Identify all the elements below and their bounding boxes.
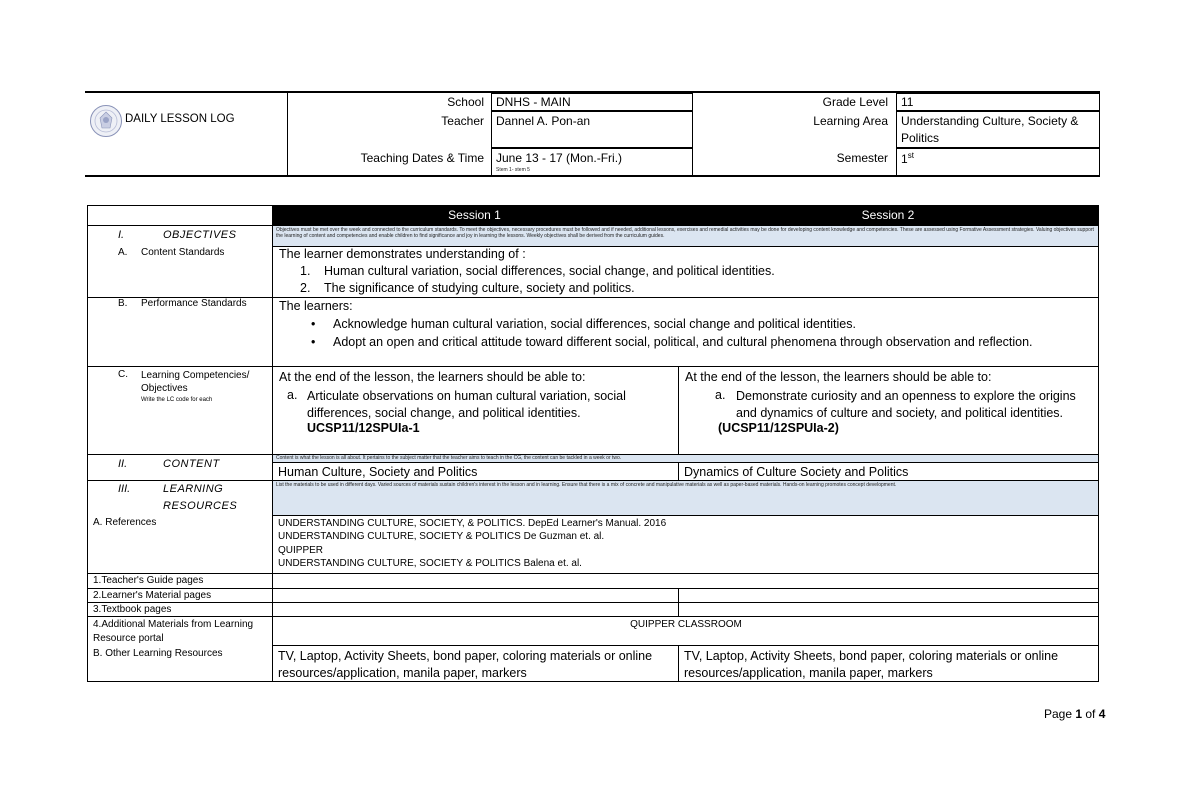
content-standards-item: The significance of studying culture, society and politics. <box>324 281 635 295</box>
other-resources-label: B. Other Learning Resources <box>93 648 223 659</box>
document-title: DAILY LESSON LOG <box>125 113 235 125</box>
objectives-note: Objectives must be met over the week and connected to the curriculum standards. To meet the objectives, necessary procedures must be followed and if needed, additional lessons, exercises and remedial activities may be done for developing content knowledge and competencies. These are assessed using Formative Assessment strategies. Valuing objectives support the learning of content and competencies and enable children to find significance and joy in learning the lessons. Weekly objectives shall be derived from the curriculum guides. <box>276 227 1094 239</box>
competencies-s2-code: (UCSP11/12SPUIa-2) <box>718 421 839 435</box>
competencies-s1-intro: At the end of the lesson, the learners should be able to: <box>279 370 586 384</box>
textbook-label: 3.Textbook pages <box>93 604 172 615</box>
session-2-header: Session 2 <box>861 208 915 222</box>
dates-label: Teaching Dates & Time <box>360 151 484 165</box>
resources-roman: III. <box>118 483 131 495</box>
grade-value: 11 <box>901 95 914 109</box>
semester-label: Semester <box>836 151 888 165</box>
other-resources-s2: TV, Laptop, Activity Sheets, bond paper, coloring materials or online resources/application, manila paper, markers <box>684 649 1059 680</box>
objectives-label: OBJECTIVES <box>163 229 237 241</box>
teachers-guide-label: 1.Teacher's Guide pages <box>93 575 204 586</box>
resources-label: RESOURCES <box>163 500 238 512</box>
performance-standards-intro: The learners: <box>279 299 353 313</box>
competencies-s2-intro: At the end of the lesson, the learners should be able to: <box>685 370 992 384</box>
dates-sub: Stem 1- stem 5 <box>496 167 530 173</box>
reference-item: UNDERSTANDING CULTURE, SOCIETY, & POLITICS. DepEd Learner's Manual. 2016 <box>278 518 667 529</box>
other-resources-s1: TV, Laptop, Activity Sheets, bond paper, coloring materials or online resources/application, manila paper, markers <box>278 649 653 680</box>
references-label: A. References <box>93 517 157 528</box>
deped-seal-logo <box>89 96 123 151</box>
content-standards-intro: The learner demonstrates understanding of : <box>279 247 526 261</box>
resources-note: List the materials to be used in different days. Varied sources of materials sustain children's interest in the lesson and in learning. Ensure that there is a mix of concrete and manipulative materials as well as paper-based materials. Hands-on learning promotes concept development. <box>276 482 897 488</box>
competencies-s1-letter: a. <box>287 388 298 402</box>
competencies-sub: Write the LC code for each <box>141 397 213 403</box>
page-number: Page 1 of 4 <box>1044 707 1106 721</box>
learners-material-label: 2.Learner's Material pages <box>93 590 212 601</box>
content-roman: II. <box>118 458 128 470</box>
additional-materials-value: QUIPPER CLASSROOM <box>630 619 742 630</box>
competencies-s2-item: Demonstrate curiosity and an openness to explore the origins and dynamics of culture and society, and political identities. <box>736 389 1076 420</box>
content-s1: Human Culture, Society and Politics <box>278 465 478 479</box>
content-note: Content is what the lesson is all about. It pertains to the subject matter that the teacher aims to teach in the CG, the content can be tackled in a week or two. <box>276 455 622 461</box>
performance-standards-label: Performance Standards <box>141 298 247 309</box>
session-1-header: Session 1 <box>448 208 501 222</box>
content-standards-letter: A. <box>118 247 128 258</box>
content-standards-item-num: 1. <box>300 264 311 278</box>
grade-field <box>896 93 1100 111</box>
performance-standards-letter: B. <box>118 298 128 309</box>
content-standards-label: Content Standards <box>141 247 225 258</box>
content-label: CONTENT <box>163 458 220 470</box>
school-value: DNHS - MAIN <box>496 95 571 109</box>
competencies-s1-code: UCSP11/12SPUIa-1 <box>307 421 420 435</box>
dates-value: June 13 - 17 (Mon.-Fri.) <box>496 151 623 165</box>
reference-item: QUIPPER <box>278 545 324 556</box>
content-standards-item: Human cultural variation, social differences, social change, and political identities. <box>324 264 775 278</box>
area-value: Understanding Culture, Society & Politics <box>901 114 1079 145</box>
competencies-s2-letter: a. <box>715 388 726 402</box>
performance-standards-item: Adopt an open and critical attitude toward different social, political, and cultural phenomena through observation and reflection. <box>333 335 1033 349</box>
competencies-label: Learning Competencies/ Objectives <box>141 370 250 394</box>
additional-materials-label: 4.Additional Materials from Learning Resource portal <box>93 619 254 644</box>
competencies-letter: C. <box>118 369 128 380</box>
competencies-s1-item: Articulate observations on human cultural variation, social differences, social change, and political identities. <box>307 389 626 420</box>
school-label: School <box>447 95 484 109</box>
grade-label: Grade Level <box>822 95 888 109</box>
content-s2: Dynamics of Culture Society and Politics <box>684 465 909 479</box>
area-label: Learning Area <box>813 114 888 128</box>
reference-item: UNDERSTANDING CULTURE, SOCIETY & POLITICS De Guzman et. al. <box>278 531 605 542</box>
semester-value: 1st <box>901 151 914 166</box>
objectives-roman: I. <box>118 229 125 241</box>
performance-standards-item: Acknowledge human cultural variation, social differences, social change and political identities. <box>333 317 856 331</box>
performance-standards-bullet: • <box>311 335 316 349</box>
reference-item: UNDERSTANDING CULTURE, SOCIETY & POLITICS Balena et. al. <box>278 558 582 569</box>
teacher-label: Teacher <box>441 114 484 128</box>
content-standards-item-num: 2. <box>300 281 311 295</box>
teacher-value: Dannel A. Pon-an <box>496 114 591 128</box>
performance-standards-bullet: • <box>311 317 316 331</box>
semester-field <box>896 148 1100 176</box>
resources-label: LEARNING <box>163 483 224 495</box>
